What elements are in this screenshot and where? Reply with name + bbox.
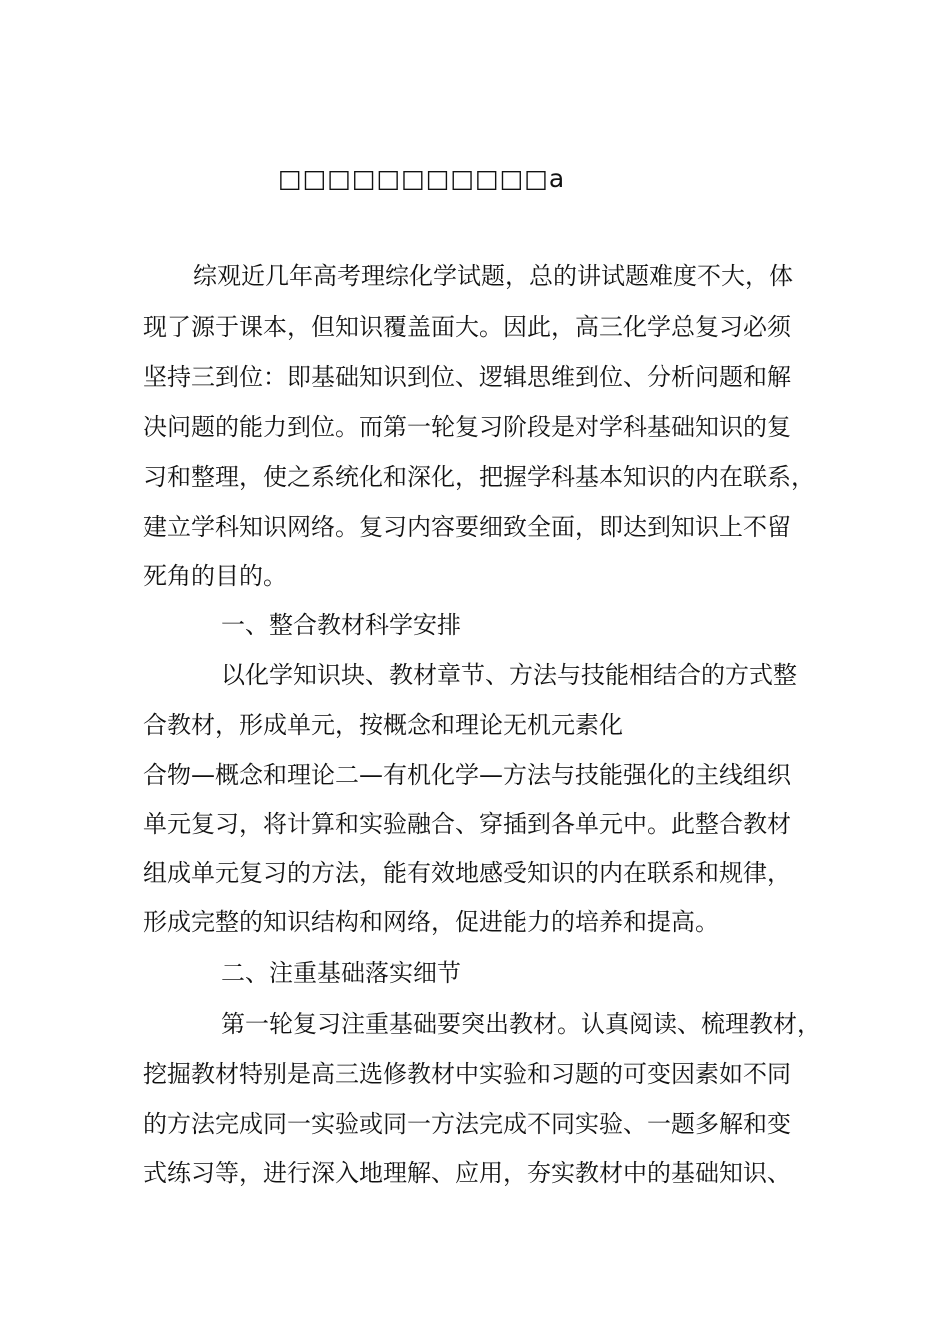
paragraph-1-line-3: 坚持三到位：即基础知识到位、逻辑思维到位、分析问题和解 [143, 363, 791, 391]
document-title: □□□□□□□□□□□a [278, 164, 566, 193]
paragraph-1-line-5: 习和整理，使之系统化和深化，把握学科基本知识的内在联系， [143, 463, 815, 491]
paragraph-1-line-4: 决问题的能力到位。而第一轮复习阶段是对学科基础知识的复 [143, 413, 791, 441]
paragraph-1-line-1: 综观近几年高考理综化学试题，总的讲试题难度不大，体 [193, 262, 793, 290]
paragraph-1-line-6: 建立学科知识网络。复习内容要细致全面，即达到知识上不留 [143, 513, 791, 541]
paragraph-3-line-3: 的方法完成同一实验或同一方法完成不同实验、一题多解和变 [143, 1110, 791, 1138]
paragraph-1-line-7: 死角的目的。 [143, 562, 287, 590]
paragraph-1-line-2: 现了源于课本，但知识覆盖面大。因此，高三化学总复习必须 [143, 313, 791, 341]
paragraph-3-line-2: 挖掘教材特别是高三选修教材中实验和习题的可变因素如不同 [143, 1060, 791, 1088]
section-heading-2: 二、注重基础落实细节 [221, 959, 461, 987]
paragraph-3-line-4: 式练习等，进行深入地理解、应用，夯实教材中的基础知识、 [143, 1159, 791, 1187]
paragraph-2-line-6: 形成完整的知识结构和网络，促进能力的培养和提高。 [143, 908, 719, 936]
paragraph-2-line-4: 单元复习，将计算和实验融合、穿插到各单元中。此整合教材 [143, 810, 791, 838]
paragraph-2-line-1: 以化学知识块、教材章节、方法与技能相结合的方式整 [221, 661, 797, 689]
paragraph-2-line-3: 合物—概念和理论二—有机化学—方法与技能强化的主线组织 [143, 761, 791, 789]
paragraph-3-line-1: 第一轮复习注重基础要突出教材。认真阅读、梳理教材， [221, 1010, 821, 1038]
paragraph-2-line-2: 合教材，形成单元，按概念和理论无机元素化 [143, 711, 623, 739]
paragraph-2-line-5: 组成单元复习的方法，能有效地感受知识的内在联系和规律， [143, 859, 791, 887]
section-heading-1: 一、整合教材科学安排 [221, 611, 461, 639]
